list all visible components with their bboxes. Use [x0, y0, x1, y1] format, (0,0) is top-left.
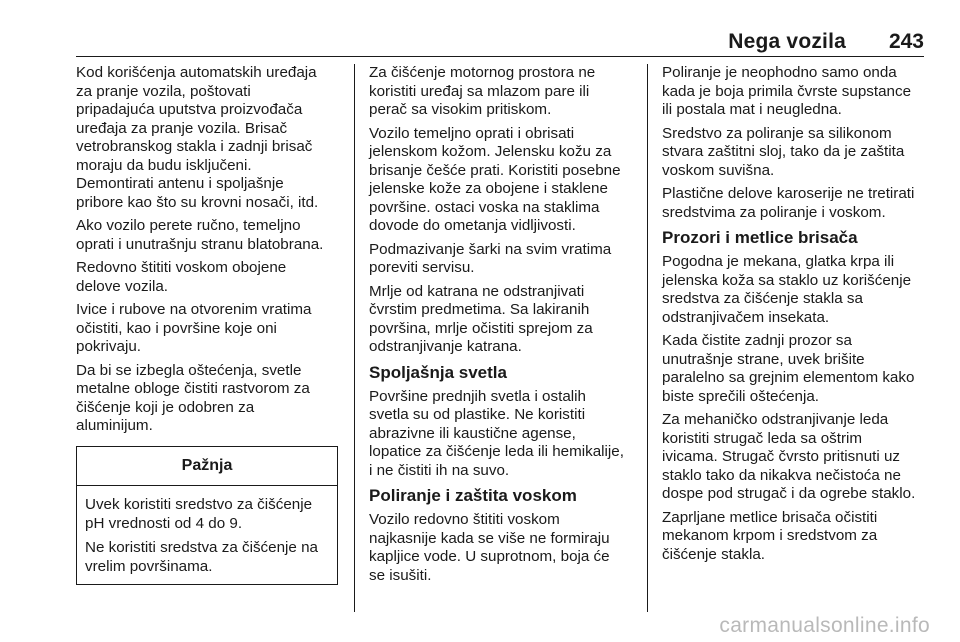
- paragraph: Kada čistite zadnji prozor sa unutrašnje strane, uvek brišite paralelno sa grejnim elementom kako biste sprečili oštećenja.: [662, 332, 915, 405]
- paragraph: Zaprljane metlice brisača očistiti mekanom krpom i sredstvom za čišćenje stakla.: [662, 508, 878, 563]
- warning-text: Uvek koristiti sredstvo za čišćenje pH vrednosti od 4 do 9.: [85, 496, 313, 532]
- paragraph: Kod korišćenja automatskih uređaja za pranje vozila, poštovati pripadajuća uputstva proizvođača uređaja za pranje vozila. Brisač vetrobranskog stakla i zadnji brisač moraju da budu isključeni. Demontirati antenu i spoljašnje pribore kao što su krovni nosači, itd.: [76, 64, 319, 211]
- column-middle: [369, 64, 641, 590]
- warning-text: Ne koristiti sredstva za čišćenje na vrelim površinama.: [85, 539, 318, 575]
- paragraph: Sredstvo za poliranje sa silikonom stvara zaštitni sloj, tako da je zaštita voskom suvišna.: [662, 124, 905, 179]
- watermark: carmanualsonline.info: [719, 614, 930, 637]
- section-heading-windows: Prozori i metlice brisača: [662, 228, 858, 247]
- paragraph: Redovno štititi voskom obojene delove vozila.: [76, 259, 287, 295]
- paragraph: Za čišćenje motornog prostora ne koristiti uređaj sa mlazom pare ili perač sa visokim pritiskom.: [369, 64, 596, 118]
- paragraph: Vozilo temeljno oprati i obrisati jelenskom kožom. Jelensku kožu za brisanje češće prati. Koristiti posebne jelenske kože za obojene i staklene površine. ostaci voska na staklima dovode do ometanja vidljivosti.: [369, 124, 621, 234]
- page-number: 243: [888, 30, 924, 53]
- paragraph: Ako vozilo perete ručno, temeljno oprati i unutrašnju stranu blatobrana.: [76, 217, 324, 253]
- column-divider: [647, 64, 648, 612]
- section-heading-polishing: Poliranje i zaštita voskom: [369, 486, 577, 505]
- paragraph: Za mehaničko odstranjivanje leda koristiti strugač leda sa oštrim ivicama. Strugač čvrsto pritisnuti uz staklo tako da nikakva nečistoća ne dospe pod strugač i da ogrebe staklo.: [662, 411, 916, 502]
- column-left: [76, 64, 346, 585]
- paragraph: Plastične delove karoserije ne tretirati sredstvima za poliranje i voskom.: [662, 185, 915, 221]
- page-header: [76, 28, 924, 57]
- warning-body: [77, 486, 337, 584]
- paragraph: Podmazivanje šarki na svim vratima poreviti servisu.: [369, 240, 612, 276]
- paragraph: Da bi se izbegla oštećenja, svetle metalne obloge čistiti rastvorom za čišćenje koji je odobren za aluminijum.: [76, 361, 310, 434]
- column-right: [662, 64, 932, 569]
- paragraph: Ivice i rubove na otvorenim vratima očistiti, kao i površine koje oni pokrivaju.: [76, 301, 312, 355]
- paragraph: Poliranje je neophodno samo onda kada je boja primila čvrste supstance ili postala mat i neugledna.: [662, 64, 912, 118]
- column-divider: [354, 64, 355, 612]
- page-title: Nega vozila: [728, 30, 846, 53]
- warning-box: [76, 446, 338, 586]
- paragraph: Površine prednjih svetla i ostalih svetla su od plastike. Ne koristiti abrazivne ili kaustične agense, lopatice za čišćenje leda ili hemikalije, i ne čistiti ih na suvo.: [369, 387, 624, 479]
- warning-title: Pažnja: [77, 447, 337, 487]
- paragraph: Pogodna je mekana, glatka krpa ili jelenska koža sa staklo uz korišćenje sredstva za čišćenje stakla sa odstranjivačem insekata.: [662, 253, 912, 326]
- section-heading-exterior-lights: Spoljašnja svetla: [369, 362, 507, 382]
- paragraph: Vozilo redovno štititi voskom najkasnije kada se više ne formiraju kapljice vode. U suprotnom, boja će se isušiti.: [369, 511, 610, 584]
- paragraph: Mrlje od katrana ne odstranjivati čvrstim predmetima. Sa lakiranih površina, mrlje očistiti sprejom za odstranjivanje katrana.: [369, 282, 593, 355]
